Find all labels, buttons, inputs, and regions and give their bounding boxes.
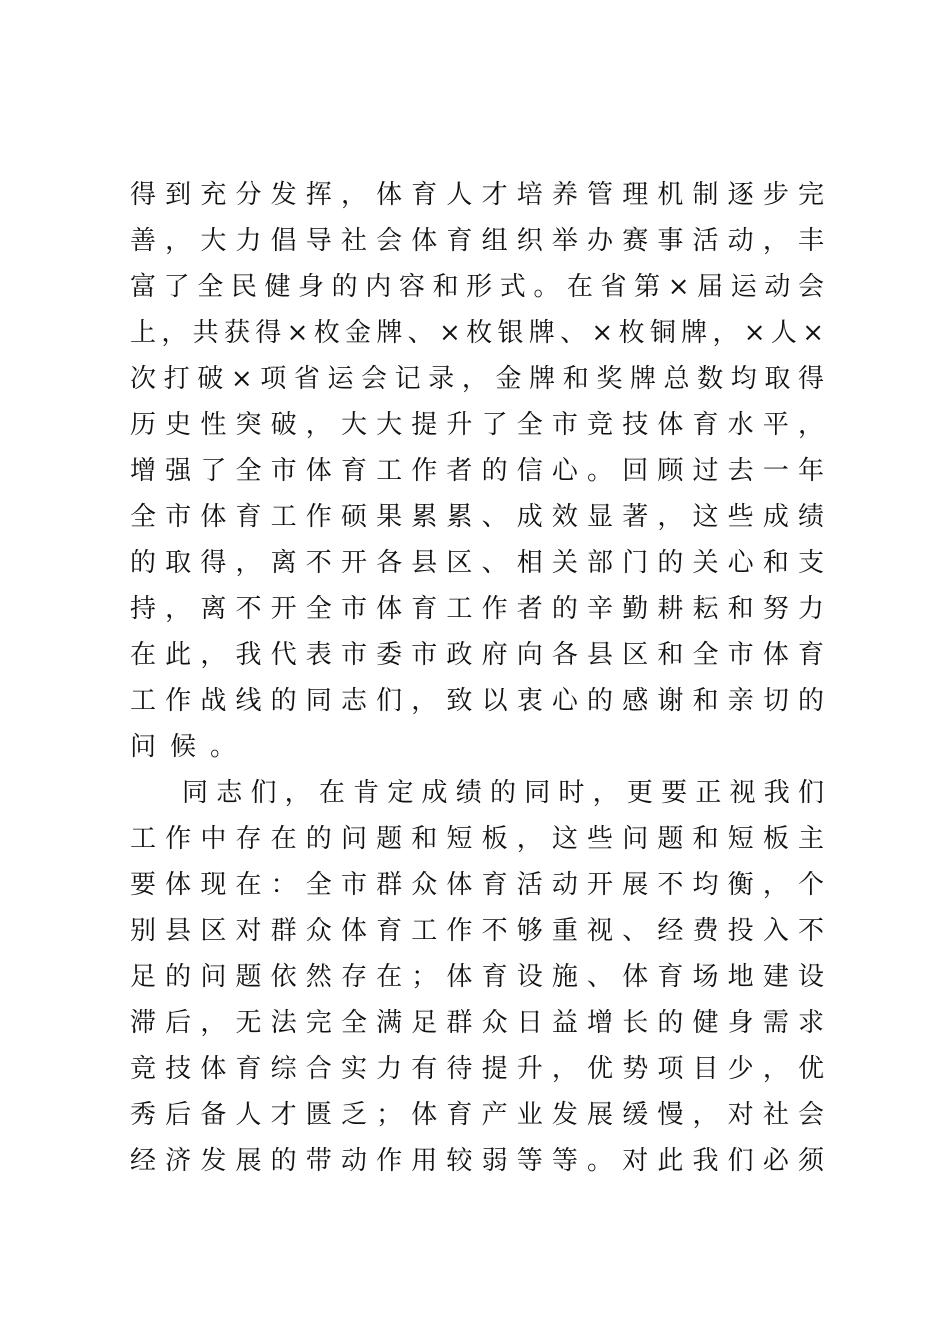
- paragraph-2-line-9: 经济发展的带动作用较弱等等。对此我们必须: [130, 1146, 824, 1176]
- paragraph-1-line-12: 工作战线的同志们，致以衷心的感谢和亲切的: [130, 686, 824, 716]
- paragraph-1-line-3: 富了全民健身的内容和形式。在省第×届运动会: [130, 272, 824, 302]
- paragraph-2-line-4: 别县区对群众体育工作不够重视、经费投入不: [130, 916, 824, 946]
- paragraph-1-line-6: 历史性突破，大大提升了全市竞技体育水平，: [130, 410, 824, 440]
- paragraph-1-line-7: 增强了全市体育工作者的信心。回顾过去一年: [130, 456, 824, 486]
- body-text: [130, 172, 824, 1184]
- paragraph-1-line-11: 在此，我代表市委市政府向各县区和全市体育: [130, 640, 824, 670]
- paragraph-1-line-8: 全市体育工作硕果累累、成效显著，这些成绩: [130, 502, 824, 532]
- paragraph-2-line-6: 滞后，无法完全满足群众日益增长的健身需求: [130, 1008, 824, 1038]
- paragraph-1-line-2: 善，大力倡导社会体育组织举办赛事活动，丰: [130, 226, 824, 256]
- paragraph-1-line-10: 持，离不开全市体育工作者的辛勤耕耘和努力: [130, 594, 824, 624]
- paragraph-2-line-8: 秀后备人才匮乏；体育产业发展缓慢，对社会: [130, 1100, 824, 1130]
- paragraph-2-line-2: 工作中存在的问题和短板，这些问题和短板主: [130, 824, 824, 854]
- paragraph-2-line-7: 竞技体育综合实力有待提升，优势项目少，优: [130, 1054, 824, 1084]
- paragraph-2-line-5: 足的问题依然存在；体育设施、体育场地建设: [130, 962, 824, 992]
- paragraph-1-line-4: 上，共获得×枚金牌、×枚银牌、×枚铜牌，×人×: [130, 318, 824, 348]
- paragraph-1-line-9: 的取得，离不开各县区、相关部门的关心和支: [130, 548, 824, 578]
- paragraph-1-line-13: 问候。: [130, 732, 251, 762]
- paragraph-2-line-3: 要体现在：全市群众体育活动开展不均衡，个: [130, 870, 824, 900]
- paragraph-1-line-1: 得到充分发挥，体育人才培养管理机制逐步完: [130, 180, 824, 210]
- paragraph-1-line-5: 次打破×项省运会记录，金牌和奖牌总数均取得: [130, 364, 824, 394]
- paragraph-2-line-1: 同志们，在肯定成绩的同时，更要正视我们: [182, 778, 824, 808]
